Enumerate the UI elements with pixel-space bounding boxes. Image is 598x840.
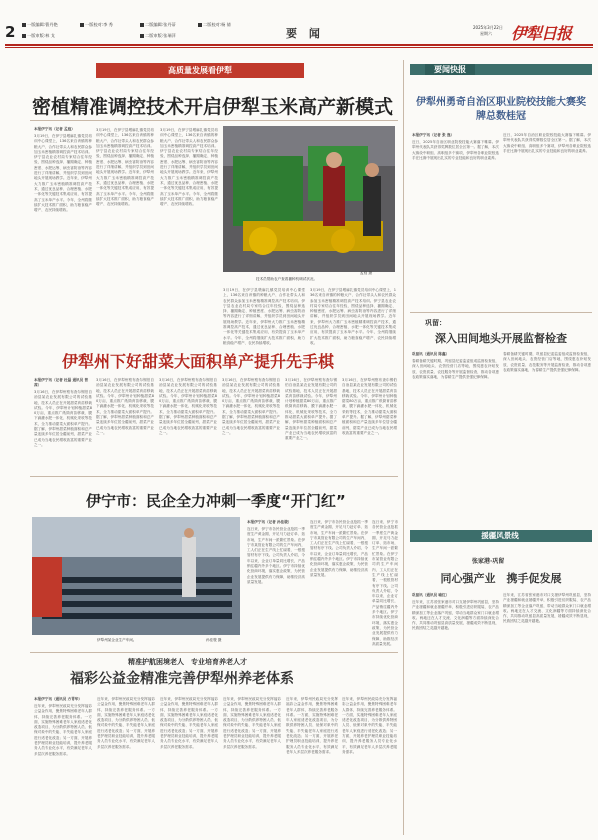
policy-text-col1: 近日，2025年自治区职业院校技能大赛落下帷幕。伊犁州代表队共获得奖牌数位居全区第一。据了解，本次大赛设中职组、高职组多个赛项，伊犁州各职业院校选手在比赛中展现出扎实的专业技能和良好的职业素养。 — [412, 140, 499, 160]
yining-text-col3: 连日来，伊宁市各民营企业抢抓一季度生产黄金期，开足马力赶订单、拓市场，生产车间一派繁忙景象。在伊宁市某管业有限公司的生产车间内，工人们正在生产线上忙碌着，一根根管材有序下线。公司负责人介绍，今年以来，企业订单量同比增长，产品销往疆内外多个地区。伊宁市持续优化营商环境，落实惠企政策，为民营企业发展提供有力保障，助推经济高质量发展。 — [372, 520, 398, 646]
beet-text-col3: 3月16日，在伊犁州察布查尔锡伯自治县某农业发展有限公司的试验基地，技术人员正在开展甜菜育苗移栽试验。今年，伊犁州计划种植甜菜80万亩，重点推广纸筒育苗移栽、膜下滴灌水肥一体化、机械化采收等技术，全力推动甜菜大面积单产提升。据了解，伊犁州甜菜种植面积和总产量连续多年位居全疆前列，甜菜产业已成为当地农民增收致富的重要产业之一。 — [159, 378, 217, 435]
assist-headline: 同心强产业 携手促发展 — [440, 572, 562, 585]
corn-photo — [223, 126, 395, 272]
beet-byline: 本报伊宁讯（记者 杜磊 通讯员 曾茜） — [34, 378, 89, 387]
assist-text-col2: 近年来，江苏省张家港市对口支援伊犁州巩留县，坚持产业援疆和就业援疆并举，积极引进纺织服装、农产品精深加工等企业落户巩留，带动当地群众家门口就业增收。两地还在人才交流、文化润疆等方面持续深化合作，共同推动巩留县高质量发展，援疆成效不断显现，民族团结之花越开越艳。 — [503, 593, 591, 624]
welfare-byline: 本报伊宁讯（通讯员 方青华） — [34, 697, 82, 701]
factory-photo — [32, 517, 240, 635]
issue-weekday: 星期六 — [480, 31, 492, 36]
welfare-text-col1: 近年来，伊犁州民政局充分发挥福彩公益金作用，聚焦特殊困难老年人群体，持续完善养老服务体系。一方面，实施特殊困难老年人家庭适老化改造项目，为分散供养特困人员、低保对象中的失能、半失能老年人家庭进行适老化改造；另一方面，开展养老护理员职业技能培训，提升养老服务人员专业化水平，有效满足老年人多层次养老服务需求。 — [34, 704, 92, 756]
section-title: 要 闻 — [286, 27, 324, 40]
corn-text-col5: 3月19日，在伊宁县墩麻扎镇党员培训中心课堂上，136名来自该镇的种粮大户、合作社带头人和农民群众参加玉米密植精准调控高产技术培训。伊宁县农业农村局专家结合往年经验，围绕品种选择、播期确定、种植密度、水肥运筹、病虫害防治等内容进行了详细讲解，并组织学员到田间地头开展现场教学。近年来，伊犁州大力推广玉米密植精准调控高产技术，通过优良品种、合理密植、水肥一体化等关键技术集成应用，有效提高了玉米单产水平。今年，全州将继续扩大技术推广面积，助力粮食稳产增产、农民持续增收。 — [310, 288, 396, 345]
nav-item: 二版校对:杨 倩 — [198, 22, 231, 28]
yining-text-col1: 连日来，伊宁市各民营企业抢抓一季度生产黄金期，开足马力赶订单、拓市场，生产车间一派繁忙景象。在伊宁市某管业有限公司的生产车间内，工人们正在生产线上忙碌着，一根根管材有序下线。公司负责人介绍，今年以来，企业订单量同比增长，产品销往疆内外多个地区。伊宁市持续优化营商环境，落实惠企政策，为民营企业发展提供有力保障，助推经济高质量发展。 — [247, 527, 305, 584]
assist-byline: 巩留讯（通讯员 喻红） — [412, 593, 450, 597]
corn-text-col2: 3月19日，在伊宁县墩麻扎镇党员培训中心课堂上，136名来自该镇的种粮大户、合作社带头人和农民群众参加玉米密植精准调控高产技术培训。伊宁县农业农村局专家结合往年经验，围绕品种选择、播期确定、种植密度、水肥运筹、病虫害防治等内容进行了详细讲解，并组织学员到田间地头开展现场教学。近年来，伊犁州大力推广玉米密植精准调控高产技术，通过优良品种、合理密植、水肥一体化等关键技术集成应用，有效提高了玉米单产水平。今年，全州将继续扩大技术推广面积，助力粮食稳产增产、农民持续增收。 — [96, 128, 154, 207]
nav-item: 一版校对:李 秀 — [80, 22, 113, 28]
corn-text-col1: 3月19日，在伊宁县墩麻扎镇党员培训中心课堂上，136名来自该镇的种粮大户、合作社带头人和农民群众参加玉米密植精准调控高产技术培训。伊宁县农业农村局专家结合往年经验，围绕品种选择、播期确定、种植密度、水肥运筹、病虫害防治等内容进行了详细讲解，并组织学员到田间地头开展现场教学。近年来，伊犁州大力推广玉米密植精准调控高产技术，通过优良品种、合理密植、水肥一体化等关键技术集成应用，有效提高了玉米单产水平。今年，全州将继续扩大技术推广面积，助力粮食稳产增产、农民持续增收。 — [34, 134, 92, 213]
welfare-text-col2: 近年来，伊犁州民政局充分发挥福彩公益金作用，聚焦特殊困难老年人群体，持续完善养老服务体系。一方面，实施特殊困难老年人家庭适老化改造项目，为分散供养特困人员、低保对象中的失能、半失能老年人家庭进行适老化改造；另一方面，开展养老护理员职业技能培训，提升养老服务人员专业化水平，有效满足老年人多层次养老服务需求。 — [97, 697, 155, 749]
welfare-text-col4: 近年来，伊犁州民政局充分发挥福彩公益金作用，聚焦特殊困难老年人群体，持续完善养老服务体系。一方面，实施特殊困难老年人家庭适老化改造项目，为分散供养特困人员、低保对象中的失能、半失能老年人家庭进行适老化改造；另一方面，开展养老护理员职业技能培训，提升养老服务人员专业化水平，有效满足老年人多层次养老服务需求。 — [223, 697, 281, 749]
corn-headline: 密植精准调控技术开启伊犁玉米高产新模式 — [32, 96, 394, 118]
yining-headline: 伊宁市：民企全力冲刺一季度“开门红” — [86, 492, 346, 510]
header-rule — [5, 44, 593, 46]
nav-item: 二版审版:张瑞萍 — [140, 33, 176, 39]
welfare-kicker: 精准护航困境老人 专业培育养老人才 — [128, 658, 247, 666]
welfare-text-col6: 近年来，伊犁州民政局充分发挥福彩公益金作用，聚焦特殊困难老年人群体，持续完善养老服务体系。一方面，实施特殊困难老年人家庭适老化改造项目，为分散供养特困人员、低保对象中的失能、半失能老年人家庭进行适老化改造；另一方面，开展养老护理员职业技能培训，提升养老服务人员专业化水平，有效满足老年人多层次养老服务需求。 — [342, 697, 397, 754]
nav-item: 二版编辑:张丹蒂 — [140, 22, 176, 28]
inspect-byline: 巩留讯（通讯员 陈鑫） — [412, 352, 450, 356]
assist-tag: 援疆风景线 — [481, 531, 519, 540]
welfare-text-col5: 近年来，伊犁州民政局充分发挥福彩公益金作用，聚焦特殊困难老年人群体，持续完善养老服务体系。一方面，实施特殊困难老年人家庭适老化改造项目，为分散供养特困人员、低保对象中的失能、半失能老年人家庭进行适老化改造；另一方面，开展养老护理员职业技能培训，提升养老服务人员专业化水平，有效满足老年人多层次养老服务需求。 — [286, 697, 338, 754]
beet-text-col6: 3月16日，在伊犁州察布查尔锡伯自治县某农业发展有限公司的试验基地，技术人员正在开展甜菜育苗移栽试验。今年，伊犁州计划种植甜菜80万亩，重点推广纸筒育苗移栽、膜下滴灌水肥一体化、机械化采收等技术，全力推动甜菜大面积单产提升。据了解，伊犁州甜菜种植面积和总产量连续多年位居全疆前列，甜菜产业已成为当地农民增收致富的重要产业之一。 — [342, 378, 397, 435]
inspect-kicker: 巩留： — [425, 319, 446, 327]
yining-text-col2: 连日来，伊宁市各民营企业抢抓一季度生产黄金期，开足马力赶订单、拓市场，生产车间一派繁忙景象。在伊宁市某管业有限公司的生产车间内，工人们正在生产线上忙碌着，一根根管材有序下线。公司负责人介绍，今年以来，企业订单量同比增长，产品销往疆内外多个地区。伊宁市持续优化营商环境，落实惠企政策，为民营企业发展提供有力保障，助推经济高质量发展。 — [310, 520, 368, 577]
policy-byline: 本报伊宁讯（记者 张 逸） — [412, 133, 455, 137]
factory-photo-image — [32, 517, 240, 635]
beet-text-col1: 3月16日，在伊犁州察布查尔锡伯自治县某农业发展有限公司的试验基地，技术人员正在开展甜菜育苗移栽试验。今年，伊犁州计划种植甜菜80万亩，重点推广纸筒育苗移栽、膜下滴灌水肥一体化、机械化采收等技术，全力推动甜菜大面积单产提升。据了解，伊犁州甜菜种植面积和总产量连续多年位居全疆前列，甜菜产业已成为当地农民增收致富的重要产业之一。 — [34, 390, 92, 447]
assist-kicker: 张家港·巩留 — [472, 558, 505, 565]
policy-text-col2: 近日，2025年自治区职业院校技能大赛落下帷幕。伊犁州代表队共获得奖牌数位居全区第一。据了解，本次大赛设中职组、高职组多个赛项，伊犁州各职业院校选手在比赛中展现出扎实的专业技能和良好的职业素养。 — [503, 133, 591, 153]
corn-photo-image — [223, 126, 395, 272]
divider — [410, 312, 592, 313]
newspaper-logo: 伊犁日报 — [511, 24, 572, 43]
nav-item: 一版编辑:曹丹艳 — [22, 22, 58, 28]
policy-headline: 伊犁州勇奇自治区职业院校技能大赛奖牌总数桂冠 — [416, 97, 586, 122]
quick-news-tag: 要闻快报 — [425, 64, 475, 75]
corn-text-col3: 3月19日，在伊宁县墩麻扎镇党员培训中心课堂上，136名来自该镇的种粮大户、合作社带头人和农民群众参加玉米密植精准调控高产技术培训。伊宁县农业农村局专家结合往年经验，围绕品种选择、播期确定、种植密度、水肥运筹、病虫害防治等内容进行了详细讲解，并组织学员到田间地头开展现场教学。近年来，伊犁州大力推广玉米密植精准调控高产技术，通过优良品种、合理密植、水肥一体化等关键技术集成应用，有效提高了玉米单产水平。今年，全州将继续扩大技术推广面积，助力粮食稳产增产、农民持续增收。 — [160, 128, 218, 207]
beet-text-col2: 3月16日，在伊犁州察布查尔锡伯自治县某农业发展有限公司的试验基地，技术人员正在开展甜菜育苗移栽试验。今年，伊犁州计划种植甜菜80万亩，重点推广纸筒育苗移栽、膜下滴灌水肥一体化、机械化采收等技术，全力推动甜菜大面积单产提升。据了解，伊犁州甜菜种植面积和总产量连续多年位居全疆前列，甜菜产业已成为当地农民增收致富的重要产业之一。 — [96, 378, 154, 435]
corn-text-col4: 3月19日，在伊宁县墩麻扎镇党员培训中心课堂上，136名来自该镇的种粮大户、合作社带头人和农民群众参加玉米密植精准调控高产技术培训。伊宁县农业农村局专家结合往年经验，围绕品种选择、播期确定、种植密度、水肥运筹、病虫害防治等内容进行了详细讲解，并组织学员到田间地头开展现场教学。近年来，伊犁州大力推广玉米密植精准调控高产技术，通过优良品种、合理密植、水肥一体化等关键技术集成应用，有效提高了玉米单产水平。今年，全州将继续扩大技术推广面积，助力粮食稳产增产、农民持续增收。 — [223, 288, 305, 345]
welfare-text-col3: 近年来，伊犁州民政局充分发挥福彩公益金作用，聚焦特殊困难老年人群体，持续完善养老服务体系。一方面，实施特殊困难老年人家庭适老化改造项目，为分散供养特困人员、低保对象中的失能、半失能老年人家庭进行适老化改造；另一方面，开展养老护理员职业技能培训，提升养老服务人员专业化水平，有效满足老年人多层次养老服务需求。 — [160, 697, 218, 749]
yining-byline: 本报伊宁讯（记者 孙佳骏） — [247, 520, 292, 524]
corn-photo-caption: 技术员帮助农户查看播种机调试状况。 — [256, 277, 318, 281]
beet-text-col5: 3月16日，在伊犁州察布查尔锡伯自治县某农业发展有限公司的试验基地，技术人员正在开展甜菜育苗移栽试验。今年，伊犁州计划种植甜菜80万亩，重点推广纸筒育苗移栽、膜下滴灌水肥一体化、机械化采收等技术，全力推动甜菜大面积单产提升。据了解，伊犁州甜菜种植面积和总产量连续多年位居全疆前列，甜菜产业已成为当地农民增收致富的重要产业之一。 — [285, 378, 337, 441]
nav-item: 一版审版:林 戈 — [22, 33, 55, 39]
divider — [30, 120, 398, 121]
beet-headline: 伊犁州下好甜菜大面积单产提升先手棋 — [62, 352, 335, 371]
divider — [30, 652, 398, 653]
topic-banner: 高质量发展看伊犁 — [96, 63, 304, 78]
issue-date: 2025年3月22日 — [473, 25, 503, 30]
column-separator — [403, 60, 404, 835]
inspect-text-col2: 春耕备耕关键时期，巩留县纪委监委组成监督检查组，深入田间地头、农资经营门店等地，围绕惠农补贴发放、农资质量、农技服务等开展监督检查，推动各项惠农政策落实落地，为春耕生产提供坚强纪律保障。 — [503, 352, 591, 372]
header-rule-thin — [5, 47, 593, 48]
inspect-headline: 深入田间地头开展监督检查 — [435, 332, 567, 345]
assist-text-col1: 近年来，江苏省张家港市对口支援伊犁州巩留县，坚持产业援疆和就业援疆并举，积极引进纺织服装、农产品精深加工等企业落户巩留，带动当地群众家门口就业增收。两地还在人才交流、文化润疆等方面持续深化合作，共同推动巩留县高质量发展，援疆成效不断显现，民族团结之花越开越艳。 — [412, 600, 499, 631]
factory-photographer: 孙佳骏 摄 — [206, 638, 222, 642]
factory-photo-caption: 伊犁州某企业生产车间。 — [97, 638, 137, 642]
welfare-headline: 福彩公益金精准完善伊犁州养老体系 — [70, 671, 294, 687]
divider — [30, 476, 398, 477]
corn-photographer: 孟庭 摄 — [360, 271, 372, 275]
corn-byline: 本报伊宁讯（记者 孟庭） — [34, 127, 75, 131]
beet-text-col4: 3月16日，在伊犁州察布查尔锡伯自治县某农业发展有限公司的试验基地，技术人员正在开展甜菜育苗移栽试验。今年，伊犁州计划种植甜菜80万亩，重点推广纸筒育苗移栽、膜下滴灌水肥一体化、机械化采收等技术，全力推动甜菜大面积单产提升。据了解，伊犁州甜菜种植面积和总产量连续多年位居全疆前列，甜菜产业已成为当地农民增收致富的重要产业之一。 — [222, 378, 280, 435]
inspect-text-col1: 春耕备耕关键时期，巩留县纪委监委组成监督检查组，深入田间地头、农资经营门店等地，围绕惠农补贴发放、农资质量、农技服务等开展监督检查，推动各项惠农政策落实落地，为春耕生产提供坚强纪律保障。 — [412, 359, 499, 379]
page-number: 2 — [5, 23, 16, 41]
